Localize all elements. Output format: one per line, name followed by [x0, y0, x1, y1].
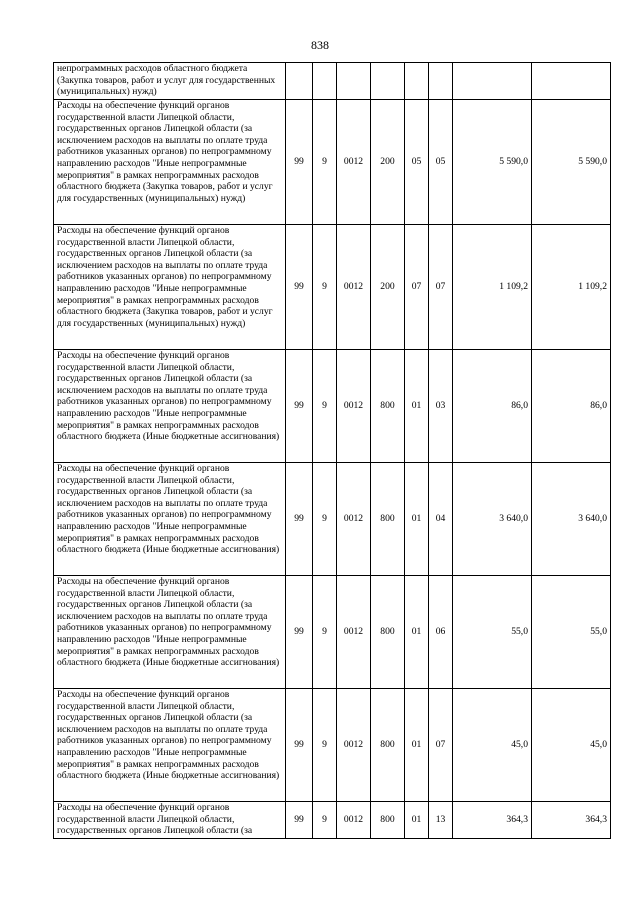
- amount-cell: 55,0: [532, 576, 611, 689]
- code-cell: 800: [371, 463, 405, 576]
- code-cell: 13: [429, 802, 453, 839]
- code-cell: 9: [313, 463, 337, 576]
- code-cell: 06: [429, 576, 453, 689]
- code-cell: 9: [313, 350, 337, 463]
- code-cell: 800: [371, 350, 405, 463]
- amount-cell: 86,0: [532, 350, 611, 463]
- row-description: Расходы на обеспечение функций органов государственной власти Липецкой области, государственных органов Липецкой области (за исключением расходов на выплаты по оплате труда работников указанных органов) по непрограммному направлению расходов "Иные непрограммные мероприятия" в рамках непрограммных расходов областного бюджета (Иные бюджетные ассигнования): [54, 350, 286, 463]
- row-description: Расходы на обеспечение функций органов государственной власти Липецкой области, государственных органов Липецкой области (за исключением расходов на выплаты по оплате труда работников указанных органов) по непрограммному направлению расходов "Иные непрограммные мероприятия" в рамках непрограммных расходов областного бюджета (Иные бюджетные ассигнования): [54, 689, 286, 802]
- page-number: 838: [311, 38, 329, 52]
- code-cell: 800: [371, 689, 405, 802]
- code-cell: 04: [429, 463, 453, 576]
- row-description: Расходы на обеспечение функций органов государственной власти Липецкой области, государственных органов Липецкой области (за исключением расходов на выплаты по оплате труда работников указанных органов) по непрограммному направлению расходов "Иные непрограммные мероприятия" в рамках непрограммных расходов областного бюджета (Закупка товаров, работ и услуг для государственных (муниципальных) нужд): [54, 100, 286, 225]
- code-cell: 01: [405, 576, 429, 689]
- code-cell: 01: [405, 463, 429, 576]
- table-row: [54, 463, 611, 576]
- table-row: [54, 100, 611, 225]
- code-cell: 9: [313, 802, 337, 839]
- code-cell: 99: [286, 576, 313, 689]
- amount-cell: 86,0: [453, 350, 532, 463]
- amount-cell: 55,0: [453, 576, 532, 689]
- table-row: [54, 63, 611, 100]
- code-cell: 9: [313, 576, 337, 689]
- code-cell: [337, 63, 371, 100]
- code-cell: 05: [429, 100, 453, 225]
- code-cell: 800: [371, 802, 405, 839]
- code-cell: [313, 63, 337, 100]
- amount-cell: 1 109,2: [532, 225, 611, 350]
- row-description: Расходы на обеспечение функций органов государственной власти Липецкой области, государственных органов Липецкой области (за исключением расходов на выплаты по оплате труда работников указанных органов) по непрограммному направлению расходов "Иные непрограммные мероприятия" в рамках непрограммных расходов областного бюджета (Закупка товаров, работ и услуг для государственных (муниципальных) нужд): [54, 225, 286, 350]
- amount-cell: [532, 63, 611, 100]
- table-row: [54, 802, 611, 839]
- code-cell: 99: [286, 225, 313, 350]
- code-cell: [371, 63, 405, 100]
- code-cell: 0012: [337, 225, 371, 350]
- code-cell: 0012: [337, 463, 371, 576]
- code-cell: 05: [405, 100, 429, 225]
- table-row: [54, 350, 611, 463]
- code-cell: 03: [429, 350, 453, 463]
- code-cell: 07: [429, 225, 453, 350]
- code-cell: 0012: [337, 802, 371, 839]
- code-cell: [429, 63, 453, 100]
- code-cell: 01: [405, 689, 429, 802]
- code-cell: 0012: [337, 100, 371, 225]
- amount-cell: 364,3: [453, 802, 532, 839]
- amount-cell: 5 590,0: [532, 100, 611, 225]
- code-cell: 01: [405, 350, 429, 463]
- code-cell: 9: [313, 689, 337, 802]
- code-cell: 0012: [337, 689, 371, 802]
- code-cell: 07: [429, 689, 453, 802]
- code-cell: 01: [405, 802, 429, 839]
- code-cell: 800: [371, 576, 405, 689]
- code-cell: [405, 63, 429, 100]
- code-cell: 200: [371, 100, 405, 225]
- code-cell: [286, 63, 313, 100]
- budget-table: [53, 62, 611, 839]
- amount-cell: 45,0: [532, 689, 611, 802]
- amount-cell: 45,0: [453, 689, 532, 802]
- row-description: Расходы на обеспечение функций органов государственной власти Липецкой области, государственных органов Липецкой области (за исключением расходов на выплаты по оплате труда работников указанных органов) по непрограммному направлению расходов "Иные непрограммные мероприятия" в рамках непрограммных расходов областного бюджета (Иные бюджетные ассигнования): [54, 463, 286, 576]
- amount-cell: 3 640,0: [453, 463, 532, 576]
- code-cell: 99: [286, 350, 313, 463]
- amount-cell: 364,3: [532, 802, 611, 839]
- code-cell: 9: [313, 225, 337, 350]
- table-row: [54, 689, 611, 802]
- code-cell: 07: [405, 225, 429, 350]
- code-cell: 99: [286, 463, 313, 576]
- code-cell: 9: [313, 100, 337, 225]
- row-description: Расходы на обеспечение функций органов государственной власти Липецкой области, государственных органов Липецкой области (за: [54, 802, 286, 839]
- table-row: [54, 225, 611, 350]
- code-cell: 200: [371, 225, 405, 350]
- code-cell: 99: [286, 100, 313, 225]
- table-row: [54, 576, 611, 689]
- row-description: Расходы на обеспечение функций органов государственной власти Липецкой области, государственных органов Липецкой области (за исключением расходов на выплаты по оплате труда работников указанных органов) по непрограммному направлению расходов "Иные непрограммные мероприятия" в рамках непрограммных расходов областного бюджета (Иные бюджетные ассигнования): [54, 576, 286, 689]
- amount-cell: 1 109,2: [453, 225, 532, 350]
- amount-cell: 5 590,0: [453, 100, 532, 225]
- amount-cell: 3 640,0: [532, 463, 611, 576]
- code-cell: 0012: [337, 350, 371, 463]
- code-cell: 0012: [337, 576, 371, 689]
- code-cell: 99: [286, 689, 313, 802]
- code-cell: 99: [286, 802, 313, 839]
- row-description: непрограммных расходов областного бюджета (Закупка товаров, работ и услуг для государственных (муниципальных) нужд): [54, 63, 286, 100]
- amount-cell: [453, 63, 532, 100]
